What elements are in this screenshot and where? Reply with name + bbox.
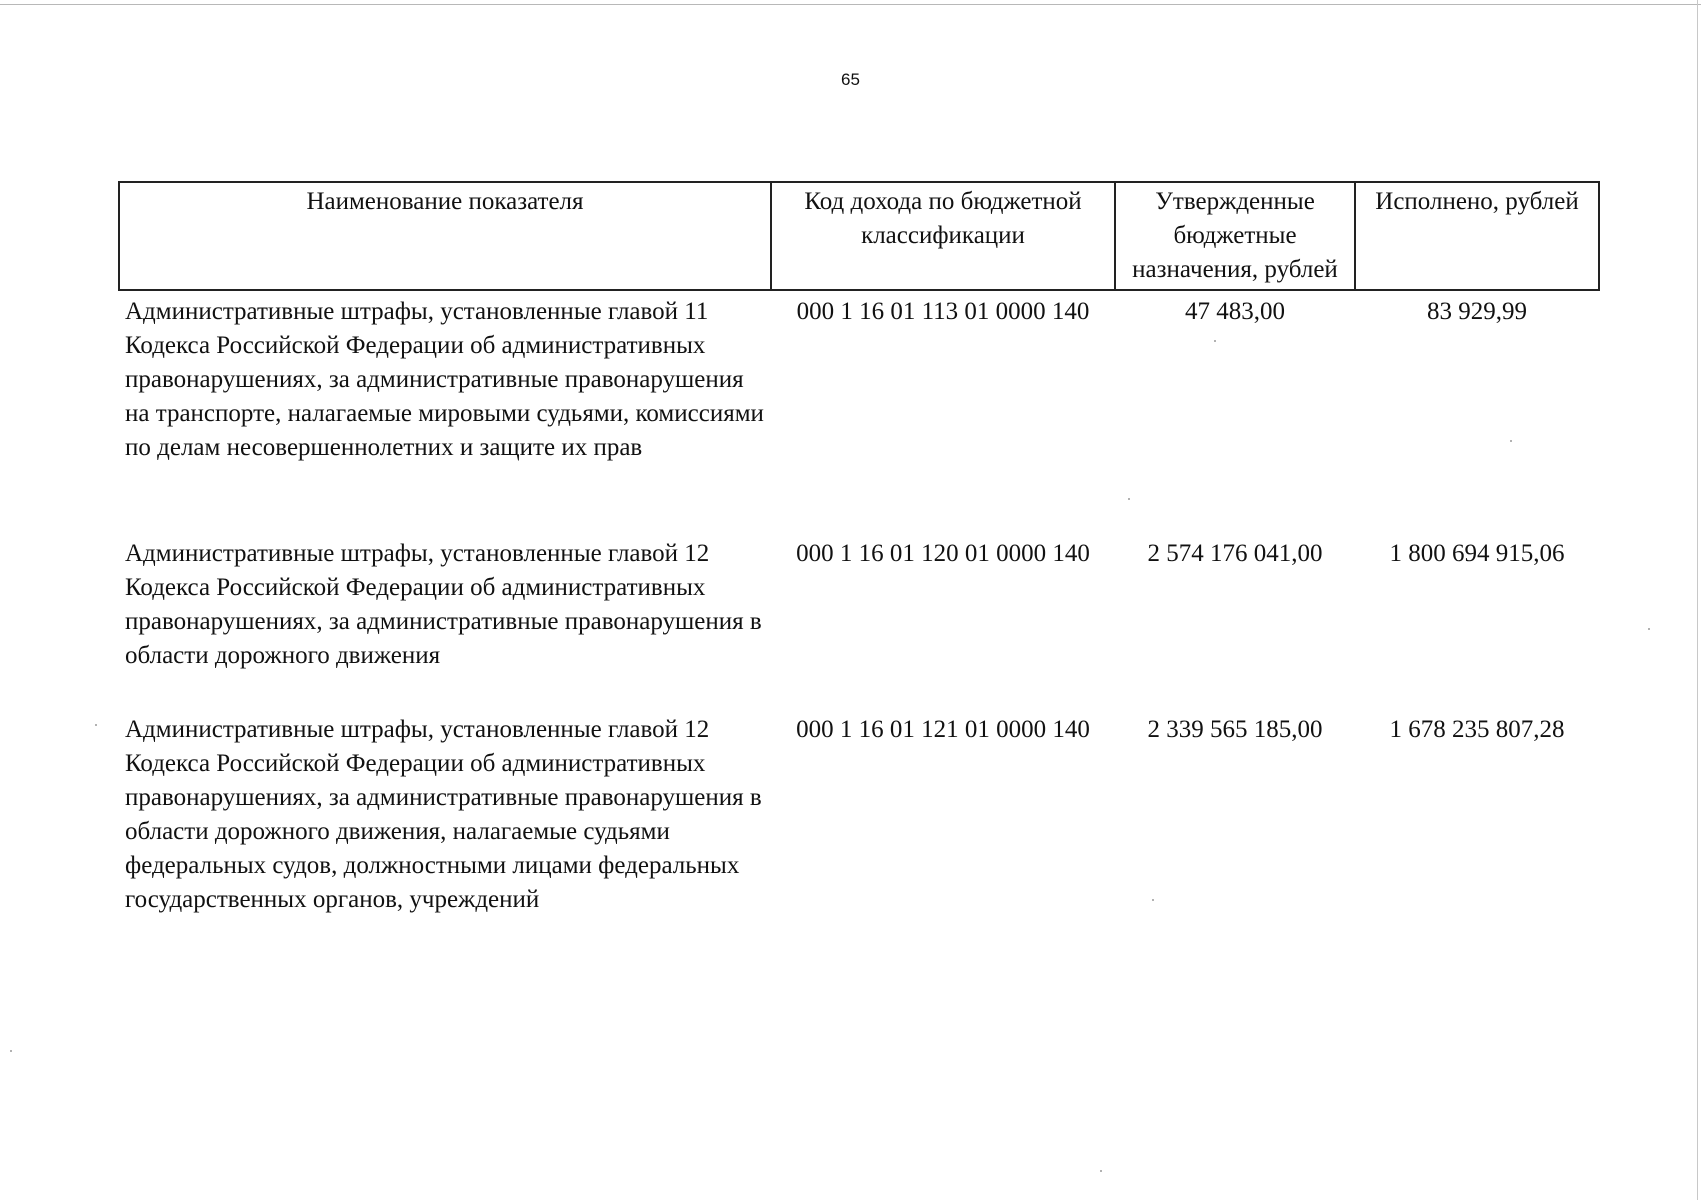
cell-revenue-code: 000 1 16 01 121 01 0000 140 bbox=[796, 716, 1090, 743]
cell-executed: 83 929,99 bbox=[1427, 298, 1527, 325]
table-body bbox=[119, 290, 1599, 953]
cell-indicator-name: Административные штрафы, установленные главой 11 Кодекса Российской Федерации об административных правонарушениях, за административные правонарушения на транспорте, налагаемые мировыми судьями, комиссиями по делам несовершеннолетних и защите их прав bbox=[125, 298, 764, 461]
scan-edge-top bbox=[0, 4, 1701, 5]
budget-execution-table bbox=[118, 181, 1600, 953]
cell-indicator-name: Административные штрафы, установленные главой 12 Кодекса Российской Федерации об административных правонарушениях, за административные правонарушения в области дорожного движения bbox=[125, 540, 762, 669]
table-row bbox=[119, 533, 1599, 709]
page-number: 65 bbox=[841, 70, 860, 89]
cell-executed: 1 800 694 915,06 bbox=[1389, 540, 1565, 567]
scan-speck bbox=[1510, 440, 1512, 442]
scan-speck bbox=[1152, 899, 1154, 901]
table-row bbox=[119, 709, 1599, 953]
scan-speck bbox=[95, 724, 97, 726]
scan-speck bbox=[1128, 498, 1130, 500]
scan-speck bbox=[1100, 1170, 1102, 1172]
cell-revenue-code: 000 1 16 01 120 01 0000 140 bbox=[796, 540, 1090, 567]
cell-approved-budget: 47 483,00 bbox=[1185, 298, 1285, 325]
cell-revenue-code: 000 1 16 01 113 01 0000 140 bbox=[796, 298, 1090, 325]
cell-approved-budget: 2 339 565 185,00 bbox=[1147, 716, 1323, 743]
table-row bbox=[119, 290, 1599, 533]
scan-speck bbox=[10, 1050, 12, 1052]
scan-speck bbox=[1648, 628, 1650, 630]
header-approved-budget: Утвержденные бюджетные назначения, рублей bbox=[1115, 182, 1355, 290]
header-row bbox=[119, 182, 1599, 290]
header-executed: Исполнено, рублей bbox=[1355, 182, 1599, 290]
cell-approved-budget: 2 574 176 041,00 bbox=[1147, 540, 1323, 567]
header-revenue-code: Код дохода по бюджетной классификации bbox=[771, 182, 1115, 290]
scan-edge-right bbox=[1697, 0, 1698, 1200]
cell-executed: 1 678 235 807,28 bbox=[1389, 716, 1565, 743]
table-header bbox=[119, 182, 1599, 290]
cell-indicator-name: Административные штрафы, установленные главой 12 Кодекса Российской Федерации об административных правонарушениях, за административные правонарушения в области дорожного движения, налагаемые судьями федеральных судов, должностными лицами федеральных государственных органов, учреждений bbox=[125, 716, 762, 913]
header-indicator-name: Наименование показателя bbox=[119, 182, 771, 290]
scan-speck bbox=[1214, 340, 1216, 342]
